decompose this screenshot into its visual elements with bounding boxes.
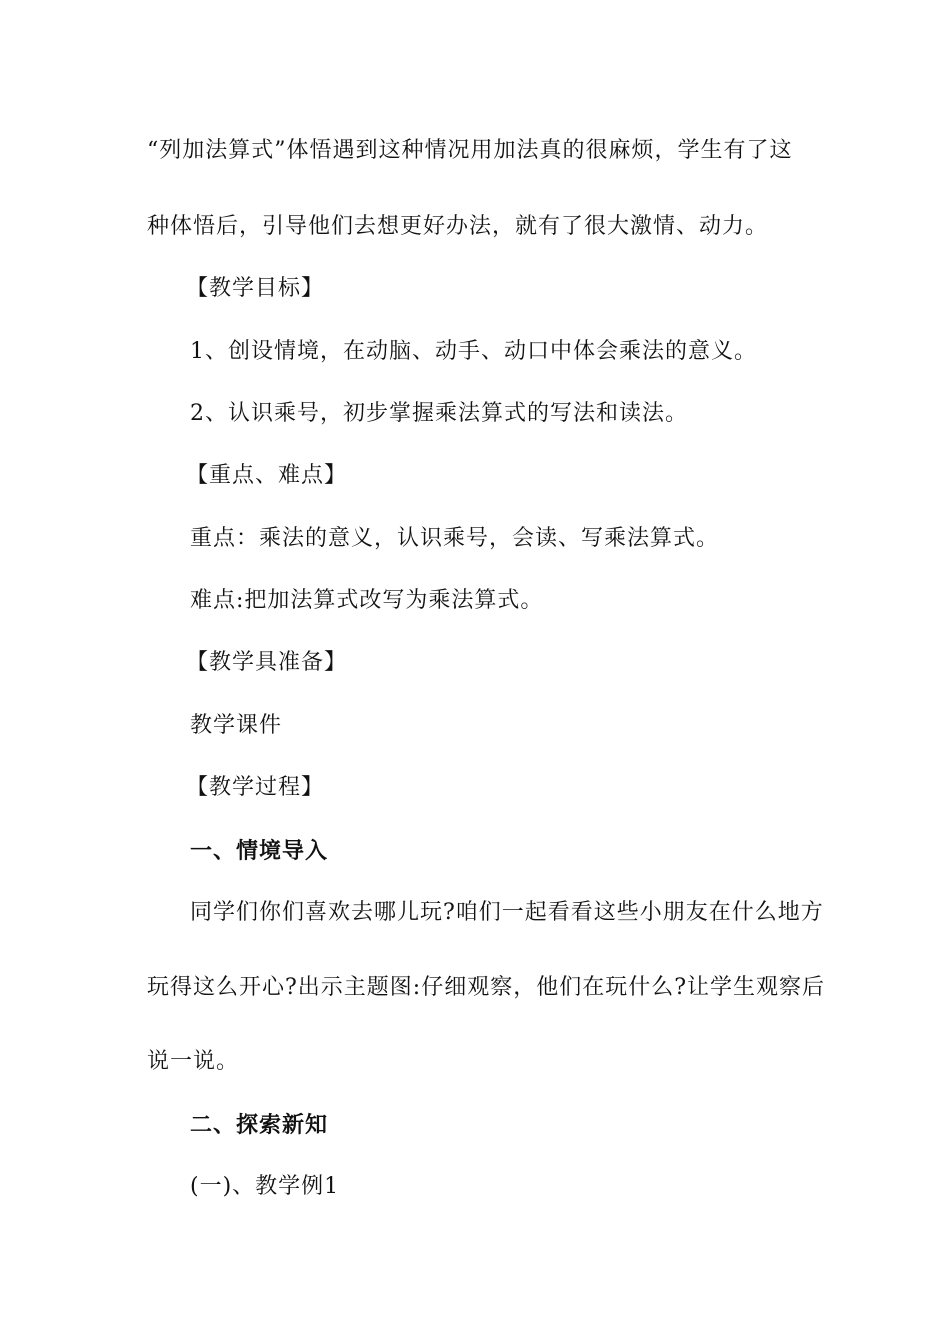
heading-teaching-process: 【教学过程】 — [186, 775, 325, 800]
goal-item-2: 2、认识乘号，初步掌握乘法算式的写法和读法。 — [190, 401, 688, 426]
section-1-paragraph-line-1: 同学们你们喜欢去哪儿玩?咱们一起看看这些小朋友在什么地方 — [190, 900, 824, 925]
goal-item-1: 1、创设情境，在动脑、动手、动口中体会乘法的意义。 — [190, 339, 757, 364]
subsection-1-title: (一)、教学例1 — [190, 1174, 340, 1199]
key-point-text: 重点：乘法的意义，认识乘号，会读、写乘法算式。 — [190, 526, 720, 551]
difficult-point-text: 难点:把加法算式改写为乘法算式。 — [190, 588, 544, 613]
intro-paragraph-line-2: 种体悟后，引导他们去想更好办法，就有了很大激情、动力。 — [147, 214, 769, 239]
section-1-title: 一、情境导入 — [190, 838, 329, 864]
intro-paragraph-line-1: “列加法算式”体悟遇到这种情况用加法真的很麻烦，学生有了这 — [147, 138, 793, 163]
section-1-paragraph-line-2: 玩得这么开心?出示主题图:仔细观察，他们在玩什么?让学生观察后 — [147, 975, 826, 1000]
section-1-paragraph-line-3: 说一说。 — [147, 1049, 240, 1074]
materials-text: 教学课件 — [190, 713, 283, 738]
heading-teaching-goals: 【教学目标】 — [186, 276, 325, 301]
section-2-title: 二、探索新知 — [190, 1112, 329, 1138]
heading-teaching-materials: 【教学具准备】 — [186, 650, 348, 675]
heading-key-difficult-points: 【重点、难点】 — [186, 463, 348, 488]
